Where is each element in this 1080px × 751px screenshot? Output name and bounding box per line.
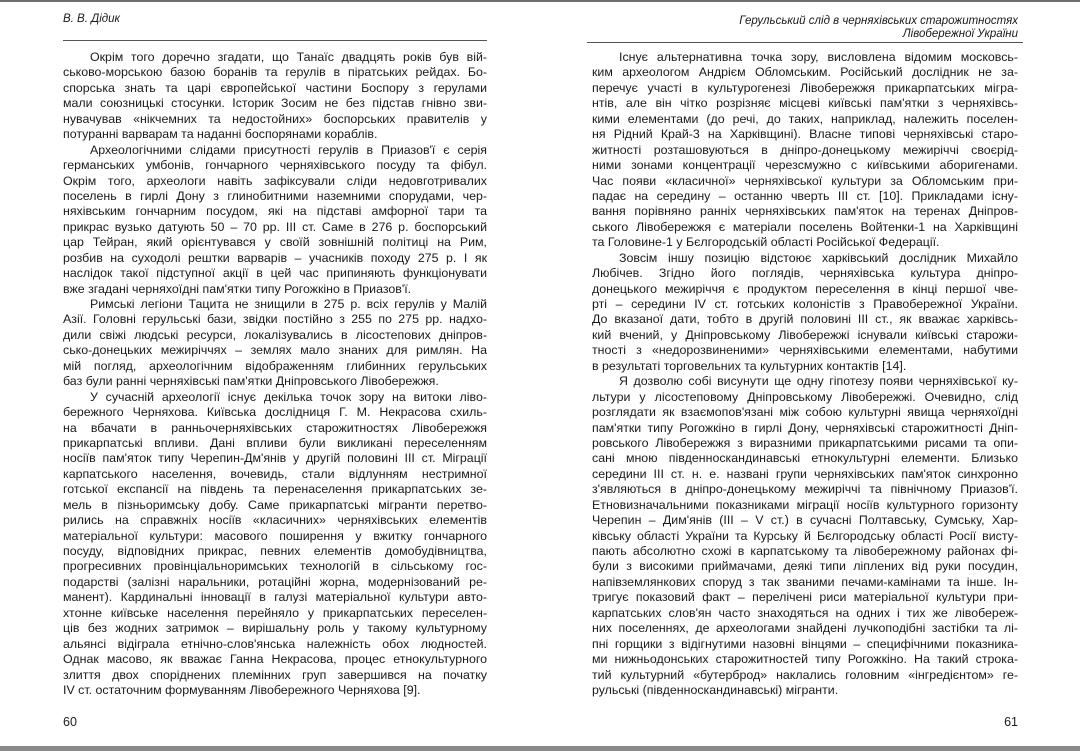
- text-line: розбив на суходолі рештки варварів – учасників походу 275 р. І як: [63, 250, 487, 265]
- text-line: в результаті торговельних та культурних контактів [14].: [592, 358, 907, 373]
- text-line: Етновизначальними показниками міграції носіїв культурного горизонту: [592, 497, 1018, 512]
- text-line: нтів, але він чітко розрізняє місцеві київські пам'ятки з черняхівсь-: [592, 96, 1018, 111]
- text-line: няхівським гончарним посудом, які на підставі амфорної тари та: [63, 204, 487, 219]
- text-line: льтури у лісостеповому Дніпровському Лівобережжі. Очевидно, слід: [592, 389, 1018, 404]
- text-line: вже згадані черняхоїдні пам'ятки типу Рогожкіно в Приазов'ї.: [63, 281, 412, 296]
- page-frame-bottom: [0, 746, 1080, 751]
- text-line: карпатських слов'ян часто знаходяться на одних і тих же лівобереж-: [592, 605, 1018, 620]
- text-line: кий вчений, у Дніпровському Лівобережжі існували київські старожи-: [592, 327, 1018, 342]
- text-line: ського Лівобережжя є матеріали поселень Войтенки-1 на Харківщині: [592, 219, 1018, 234]
- text-line: До вказаної дати, тобто в другій половині III ст., як вважає харківсь-: [592, 312, 1018, 327]
- text-line: рились на справжніх носіїв «класичних» черняхівських елементів: [63, 513, 487, 528]
- text-line: середини III ст. н. е. названі групи черняхівських пам'яток синхронно: [592, 466, 1018, 481]
- text-line: вання порівняно ранніх черняхівських пам'яток на теренах Дніпров-: [592, 204, 1018, 219]
- text-line: перечує участі в культурогенезі Лівобережжя прикарпатських мігра-: [592, 80, 1018, 95]
- text-line: пам'ятки типу Рогожкіно в гирлі Дону, черняхівські старожитності Дніп-: [592, 420, 1018, 435]
- text-line: ськово-морською базою боранів та герулів в піратських рейдах. Бо-: [63, 65, 487, 80]
- text-line: IV ст. остаточним формуванням Лівобережного Черняхова [9].: [63, 682, 421, 697]
- text-line: ким археологом Андрієм Обломським. Російський дослідник не за-: [592, 65, 1018, 80]
- text-line: Археологічними слідами присутності герулів в Приазов'ї є серія: [90, 142, 487, 157]
- text-line: Окрім того, археологи навіть зафіксували сліди недовготривалих: [63, 173, 487, 188]
- text-line: прикрас вузько датують 50 – 70 рр. III ст. Саме в 276 р. боспорський: [63, 219, 487, 234]
- page-number: 61: [1004, 715, 1018, 729]
- text-line: карпатського населення, вочевидь, стали відлунням нестримної: [63, 466, 487, 481]
- text-line: розглядати як взаємопов'язані між собою культурні явища черняхоїдні: [592, 405, 1018, 420]
- text-line: мій погляд, археологічним відображенням глибинних герульських: [63, 358, 487, 373]
- text-line: донецького межиріччя є продуктом переселення в кінці першої чве-: [592, 281, 1018, 296]
- text-line: мель в пізньоримську добу. Саме прикарпатські мігранти перетво-: [63, 497, 487, 512]
- text-line: Час появи «класичної» черняхівської культури за Обломським при-: [592, 173, 1018, 188]
- text-line: злиття двох споріднених племінних груп завершився на початку: [63, 667, 487, 682]
- running-head-title-line-2: Лівобережної України: [902, 28, 1018, 40]
- text-line: Любічев. Згідно його поглядів, черняхівська культура дніпро-: [592, 266, 1018, 281]
- text-line: кими елементами (до речі, до таких, наприклад, належить поселен-: [592, 111, 1018, 126]
- text-line: та Головине-1 у Бєлгородській області Російської Федерації.: [592, 235, 940, 250]
- text-line: дили свіжі людські ресурси, локалізувались в лісостепових дніпров-: [63, 327, 487, 342]
- text-line: них поселеннях, де археологами знайдені лучкоподібні застібки та лі-: [592, 621, 1018, 636]
- text-line: Азії. Головні герульські бази, звідки постійно з 255 по 275 рр. надхо-: [63, 312, 487, 327]
- text-line: наслідок такої підступної акції в цей час припиняють функціонувати: [63, 266, 487, 281]
- text-line: германських умбонів, гончарного черняхівського посуду та фібул.: [63, 158, 487, 173]
- text-line: Римські легіони Тацита не знищили в 275 р. всіх герулів у Малій: [90, 297, 487, 311]
- text-line: тригує показовий факт – перелічені риси матеріальної культури при-: [592, 590, 1018, 605]
- text-line: У сучасній археології існує декілька точок зору на витоки ліво-: [90, 389, 487, 404]
- text-line: пні горщики з відігнутими назовні вінцями – специфічними показника-: [592, 636, 1018, 651]
- page-body: [592, 50, 1018, 698]
- text-line: Я дозволю собі висунути ще одну гіпотезу появи черняхівської ку-: [619, 374, 1018, 389]
- text-line: напівземлянкових споруд з так званими печами-камінами та інше. Ін-: [592, 574, 1018, 589]
- text-line: ців без жодних затримок – вирішальну роль у такому культурному: [63, 621, 487, 636]
- text-line: ківську області України та Курську й Бєлгородську області Росії висту-: [592, 528, 1018, 543]
- text-line: альянсі відіграла етнічно-слов'янська належність обох людностей.: [63, 636, 487, 651]
- text-line: сані мною південноскандинавські етнокультурні елементи. Близько: [592, 451, 1018, 466]
- right-page: [592, 0, 1018, 745]
- running-head-title-line-1: Герульський слід в черняхівських старожитностях: [739, 15, 1018, 27]
- text-line: Черепин – Дим'янів (III – V ст.) в сучасні Полтавську, Сумську, Хар-: [592, 513, 1018, 528]
- text-line: ми нижньодонських старожитностей типу Рогожкіно. На такий строка-: [592, 652, 1018, 667]
- text-line: носіїв пам'яток типу Черепин-Дм'янів у другій половині III ст. Міграції: [63, 451, 487, 466]
- text-line: мали союзницькі стосунки. Історик Зосим не без підстав гнівно зви-: [63, 96, 487, 111]
- text-line: сько-донецьких межиріччях – землях мало знаних для римлян. На: [63, 343, 487, 358]
- text-line: ня Рідний Край-3 на Харківщині). Власне типові черняхівські старо-: [592, 127, 1018, 142]
- text-line: Зовсім іншу позицію відстоює харківський дослідник Михайло: [619, 250, 1018, 265]
- text-line: потуранні варварам та наданні боспорянами кораблів.: [63, 127, 378, 142]
- text-line: Існує альтернативна точка зору, висловлена відомим московсь-: [619, 50, 1018, 64]
- text-line: ними зонами концентрації черезсмужно с київськими аборигенами.: [592, 158, 1018, 173]
- running-head-author: В. В. Дідик: [63, 13, 120, 25]
- text-line: цар Тейран, який орієнтувався у своїй зовнішній політиці на Рим,: [63, 235, 487, 250]
- text-line: Окрім того доречно згадати, що Танаїс двадцять років був вій-: [90, 50, 487, 64]
- paragraph: [63, 50, 487, 143]
- text-line: пають абсолютно схожі в карпатському та лівобережному районах фі-: [592, 544, 1018, 558]
- text-line: на вбачати в ранньочерняхівських старожитностях Лівобережжя: [63, 420, 487, 435]
- text-line: тності з «недорозвиненими» черняхівськими елементами, набутими: [592, 343, 1018, 358]
- text-line: падає на середину – останню чверть III ст. [10]. Прикладами існу-: [592, 188, 1018, 203]
- text-line: прогресивних провінціальноримських технологій в сільському гос-: [63, 559, 487, 574]
- paragraph: [63, 390, 487, 699]
- text-line: манент). Кардинальні інновації в галузі матеріальної культури авто-: [63, 590, 487, 605]
- text-line: житності розташовуються в дніпро-донецькому межиріччі своєрід-: [592, 142, 1018, 157]
- running-head-title: [739, 15, 1018, 41]
- text-line: рульські (південноскандинавські) мігранти.: [592, 682, 839, 697]
- text-line: рті – середини IV ст. готських колоністів з Правобережної України.: [592, 297, 1018, 311]
- page-number: 60: [63, 715, 77, 729]
- text-line: ровського Лівобережжя з виразними прикарпатськими рисами та опи-: [592, 435, 1018, 450]
- text-line: тий культурний «бутерброд» наклались головним «інгредієнтом» ге-: [592, 667, 1018, 682]
- text-line: спорська знать та царі європейської частини Боспору з герулами: [63, 80, 487, 95]
- text-line: Однак масово, як вважає Ганна Некрасова, процес етнокультурного: [63, 652, 487, 667]
- text-line: прикарпатські впливи. Дані впливи були викликані переселенням: [63, 435, 487, 450]
- paragraph: [63, 143, 487, 297]
- left-page: [63, 0, 487, 745]
- page-body: [63, 50, 487, 698]
- text-line: хтонне київське населення перейняло у прикарпатських переселен-: [63, 605, 487, 620]
- text-line: нувачував «нікчемних та недостойних» боспорських правителів у: [63, 111, 487, 126]
- text-line: поселень в гирлі Дону з глинобитними наземними спорудами, чер-: [63, 188, 487, 203]
- paragraph: [592, 50, 1018, 251]
- text-line: посуду, відповідних прикрас, певних елементів домобудівництва,: [63, 544, 487, 558]
- text-line: були з високими приймачами, деякі типи ліплених від руки посудин,: [592, 559, 1018, 574]
- text-line: з'являються в дніпро-донецькому межиріччі та північному Приазов'ї.: [592, 482, 1018, 497]
- text-line: подарстві (залізні наральники, ротаційні жорна, модернізований ре-: [63, 574, 487, 589]
- paragraph: [592, 251, 1018, 375]
- paragraph: [63, 297, 487, 390]
- paragraph: [592, 374, 1018, 698]
- header-rule: [63, 40, 487, 41]
- text-line: матеріальної культури: масового поширення у вжитку гончарного: [63, 528, 487, 543]
- header-rule: [587, 42, 1023, 43]
- text-line: бережного Черняхова. Київська дослідниця Г. М. Некрасова схиль-: [63, 405, 487, 420]
- text-line: готської експансії на південь та перенаселення прикарпатських зе-: [63, 482, 487, 497]
- text-line: баз були ранні черняхівські пам'ятки Дніпровського Лівобережжя.: [63, 374, 439, 389]
